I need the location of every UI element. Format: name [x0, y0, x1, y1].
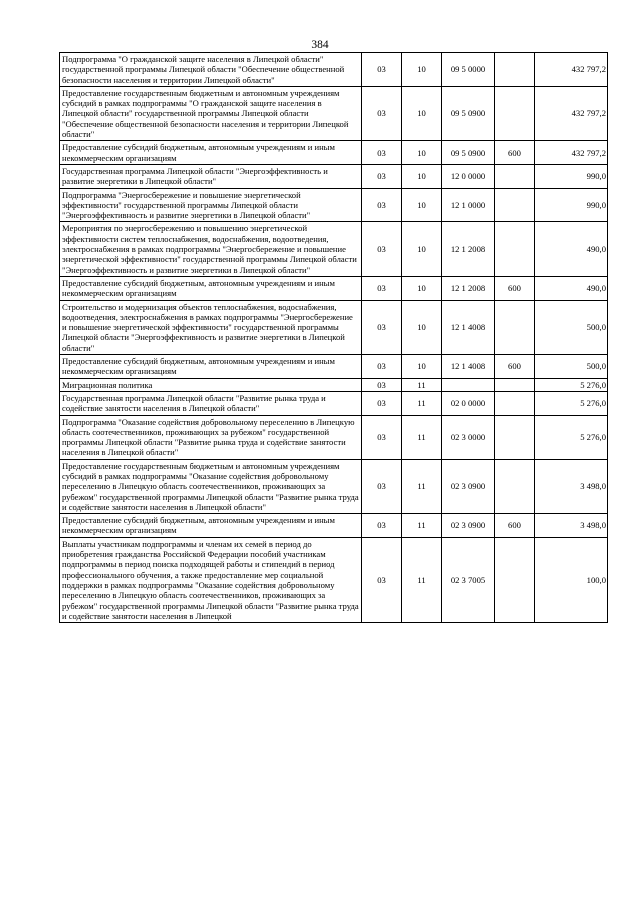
row-name-cell: Предоставление субсидий бюджетным, автономным учреждениям и иным некоммерческим организациям [60, 141, 362, 165]
row-section-cell: 03 [362, 86, 402, 140]
row-expense-type-cell [495, 53, 535, 87]
row-amount-cell: 500,0 [535, 355, 608, 379]
row-name-cell: Предоставление государственным бюджетным и автономным учреждениям субсидий в рамках подпрограммы "Оказание содействия добровольному переселению в Липецкую область соотечественников, проживающих за рубежом" государственной программы Липецкой области "Развитие рынка труда и содействие занятости населения в Липецкой области" [60, 459, 362, 513]
row-expense-type-cell [495, 415, 535, 459]
row-section-cell: 03 [362, 355, 402, 379]
row-amount-cell: 500,0 [535, 300, 608, 354]
row-target-article-cell: 12 1 4008 [442, 355, 495, 379]
row-target-article-cell: 12 1 2008 [442, 276, 495, 300]
row-expense-type-cell [495, 378, 535, 391]
row-subsection-cell: 10 [402, 164, 442, 188]
table-row [60, 188, 608, 222]
row-subsection-cell: 11 [402, 378, 442, 391]
row-amount-cell: 432 797,2 [535, 86, 608, 140]
row-target-article-cell: 02 3 7005 [442, 537, 495, 622]
row-section-cell: 03 [362, 53, 402, 87]
row-section-cell: 03 [362, 188, 402, 222]
row-target-article-cell: 02 0 0000 [442, 391, 495, 415]
row-amount-cell: 5 276,0 [535, 415, 608, 459]
table-row [60, 459, 608, 513]
row-subsection-cell: 10 [402, 53, 442, 87]
row-section-cell: 03 [362, 300, 402, 354]
row-target-article-cell: 02 3 0000 [442, 415, 495, 459]
row-subsection-cell: 10 [402, 222, 442, 276]
table-row [60, 537, 608, 622]
row-section-cell: 03 [362, 141, 402, 165]
row-expense-type-cell [495, 537, 535, 622]
row-section-cell: 03 [362, 164, 402, 188]
row-subsection-cell: 10 [402, 355, 442, 379]
row-section-cell: 03 [362, 276, 402, 300]
row-target-article-cell: 02 3 0900 [442, 514, 495, 538]
row-target-article-cell: 02 3 0900 [442, 459, 495, 513]
row-name-cell: Выплаты участникам подпрограммы и членам их семей в период до приобретения гражданства Российской Федерации пособий участникам подпрограммы в период поиска подходящей работы и стипендий в период профессионального обучения, а также предоставление мер социальной поддержки в рамках подпрограммы "Оказание содействия добровольному переселению в Липецкую область соотечественников, проживающих за рубежом" государственной программы Липецкой области "Развитие рынка труда и содействие занятости населения в Липецкой [60, 537, 362, 622]
row-name-cell: Мероприятия по энергосбережению и повышению энергетической эффективности систем теплоснабжения, водоснабжения, водоотведения, электроснабжения в рамках подпрограммы "Энергосбережение и повышение энергетической эффективности" государственной программы Липецкой области "Энергоэффективность и развитие энергетики в Липецкой области" [60, 222, 362, 276]
row-amount-cell: 5 276,0 [535, 391, 608, 415]
row-section-cell: 03 [362, 222, 402, 276]
row-expense-type-cell [495, 164, 535, 188]
row-expense-type-cell [495, 188, 535, 222]
row-subsection-cell: 10 [402, 300, 442, 354]
row-name-cell: Строительство и модернизация объектов теплоснабжения, водоснабжения, водоотведения, электроснабжения в рамках подпрограммы "Энергосбережение и повышение энергетической эффективности" государственной программы Липецкой области "Энергоэффективность и развитие энергетики в Липецкой области" [60, 300, 362, 354]
row-subsection-cell: 10 [402, 141, 442, 165]
budget-table [59, 52, 608, 623]
row-amount-cell: 990,0 [535, 164, 608, 188]
row-name-cell: Предоставление субсидий бюджетным, автономным учреждениям и иным некоммерческим организациям [60, 276, 362, 300]
table-row [60, 378, 608, 391]
row-amount-cell: 3 498,0 [535, 459, 608, 513]
row-amount-cell: 990,0 [535, 188, 608, 222]
row-expense-type-cell [495, 300, 535, 354]
budget-table-body [60, 53, 608, 623]
row-amount-cell: 3 498,0 [535, 514, 608, 538]
row-name-cell: Государственная программа Липецкой области "Развитие рынка труда и содействие занятости населения в Липецкой области" [60, 391, 362, 415]
table-row [60, 300, 608, 354]
row-amount-cell: 5 276,0 [535, 378, 608, 391]
row-subsection-cell: 11 [402, 415, 442, 459]
row-expense-type-cell [495, 222, 535, 276]
row-expense-type-cell: 600 [495, 514, 535, 538]
row-target-article-cell: 09 5 0000 [442, 53, 495, 87]
row-name-cell: Подпрограмма "Энергосбережение и повышение энергетической эффективности" государственной программы Липецкой области "Энергоэффективность и развитие энергетики в Липецкой области" [60, 188, 362, 222]
table-row [60, 391, 608, 415]
table-row [60, 355, 608, 379]
table-row [60, 164, 608, 188]
row-section-cell: 03 [362, 537, 402, 622]
row-name-cell: Подпрограмма "Оказание содействия добровольному переселению в Липецкую область соотечественников, проживающих за рубежом" государственной программы Липецкой области "Развитие рынка труда и содействие занятости населения в Липецкой области" [60, 415, 362, 459]
row-name-cell: Предоставление субсидий бюджетным, автономным учреждениям и иным некоммерческим организациям [60, 514, 362, 538]
table-row [60, 514, 608, 538]
row-section-cell: 03 [362, 415, 402, 459]
row-subsection-cell: 11 [402, 459, 442, 513]
row-target-article-cell: 09 5 0900 [442, 86, 495, 140]
row-subsection-cell: 10 [402, 188, 442, 222]
row-amount-cell: 432 797,2 [535, 141, 608, 165]
table-row [60, 276, 608, 300]
row-name-cell: Государственная программа Липецкой области "Энергоэффективность и развитие энергетики в Липецкой области" [60, 164, 362, 188]
table-row [60, 53, 608, 87]
row-target-article-cell: 12 0 0000 [442, 164, 495, 188]
row-name-cell: Подпрограмма "О гражданской защите населения в Липецкой области" государственной программы Липецкой области "Обеспечение общественной безопасности населения и территории Липецкой области" [60, 53, 362, 87]
row-target-article-cell: 12 1 0000 [442, 188, 495, 222]
row-target-article-cell: 12 1 2008 [442, 222, 495, 276]
row-subsection-cell: 10 [402, 276, 442, 300]
row-subsection-cell: 11 [402, 391, 442, 415]
row-subsection-cell: 10 [402, 86, 442, 140]
row-expense-type-cell: 600 [495, 276, 535, 300]
table-row [60, 415, 608, 459]
table-row [60, 222, 608, 276]
row-section-cell: 03 [362, 391, 402, 415]
row-expense-type-cell: 600 [495, 141, 535, 165]
row-section-cell: 03 [362, 514, 402, 538]
row-subsection-cell: 11 [402, 537, 442, 622]
row-amount-cell: 432 797,2 [535, 53, 608, 87]
row-amount-cell: 100,0 [535, 537, 608, 622]
row-amount-cell: 490,0 [535, 222, 608, 276]
row-expense-type-cell [495, 86, 535, 140]
row-section-cell: 03 [362, 378, 402, 391]
row-section-cell: 03 [362, 459, 402, 513]
row-subsection-cell: 11 [402, 514, 442, 538]
table-row [60, 141, 608, 165]
row-target-article-cell: 12 1 4008 [442, 300, 495, 354]
row-name-cell: Миграционная политика [60, 378, 362, 391]
row-expense-type-cell: 600 [495, 355, 535, 379]
row-target-article-cell [442, 378, 495, 391]
page-number: 384 [311, 39, 329, 51]
row-target-article-cell: 09 5 0900 [442, 141, 495, 165]
row-name-cell: Предоставление государственным бюджетным и автономным учреждениям субсидий в рамках подпрограммы "О гражданской защите населения в Липецкой области" государственной программы Липецкой области "Обеспечение общественной безопасности населения и территории Липецкой области" [60, 86, 362, 140]
row-name-cell: Предоставление субсидий бюджетным, автономным учреждениям и иным некоммерческим организациям [60, 355, 362, 379]
row-expense-type-cell [495, 391, 535, 415]
row-amount-cell: 490,0 [535, 276, 608, 300]
row-expense-type-cell [495, 459, 535, 513]
table-row [60, 86, 608, 140]
